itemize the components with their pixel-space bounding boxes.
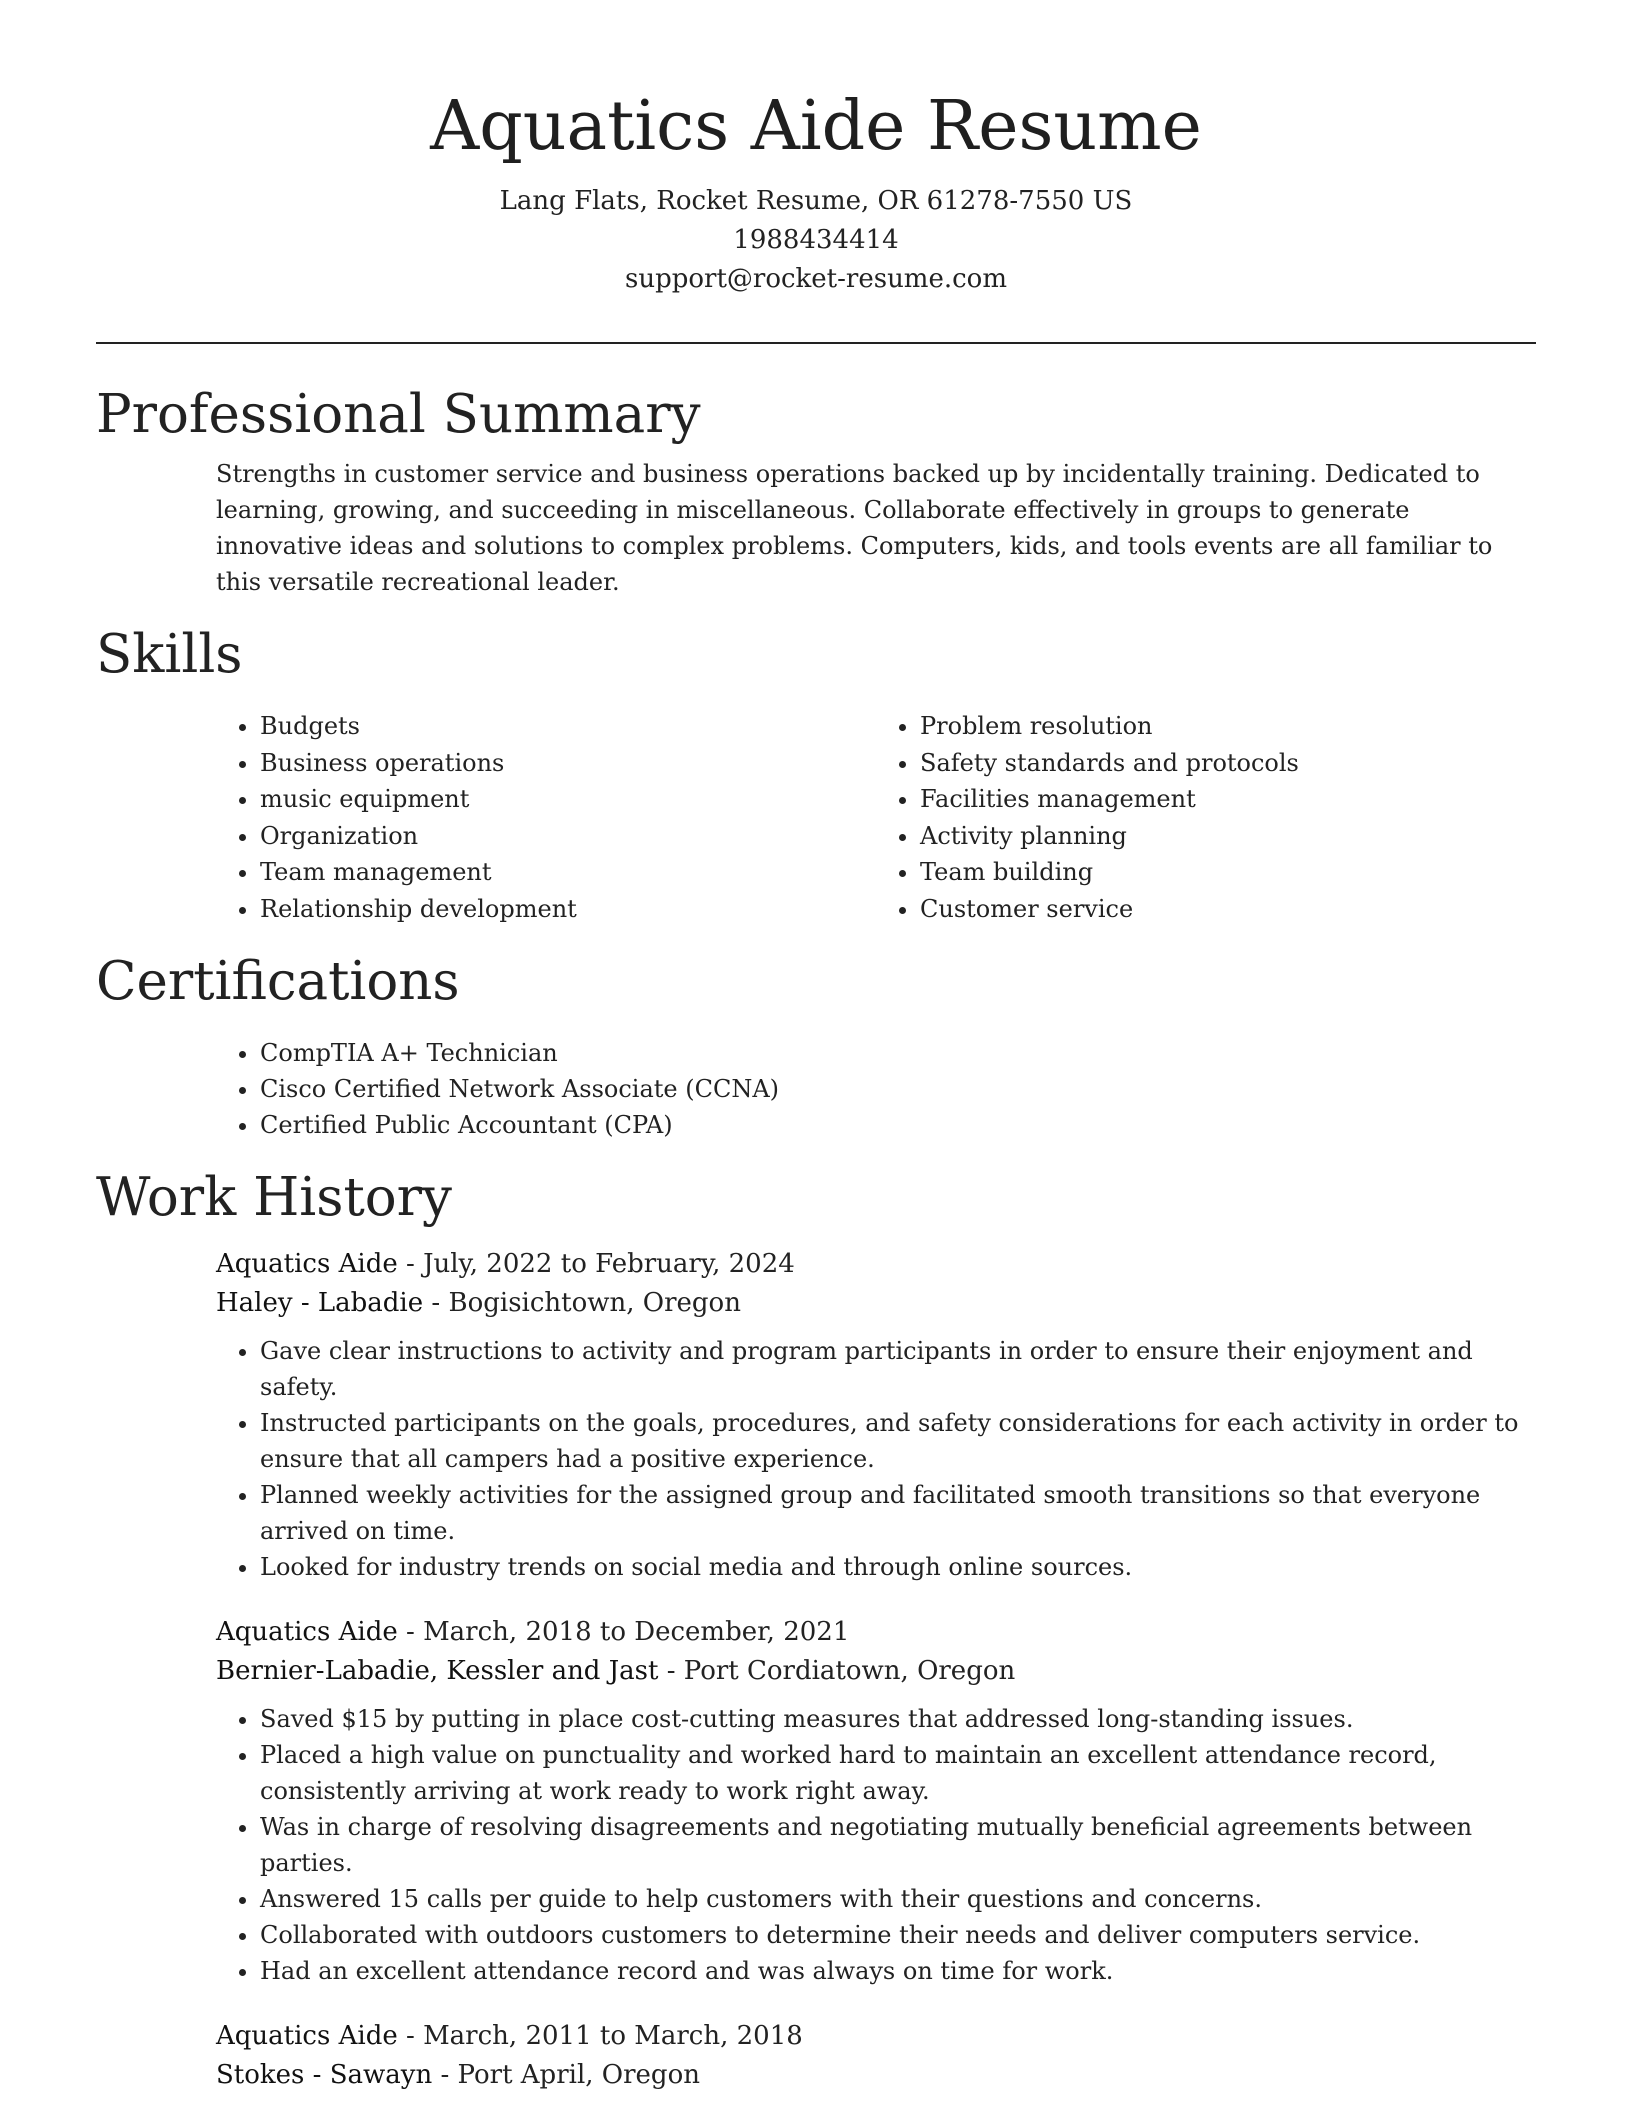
skill-item: • Organization [260, 818, 876, 855]
job-bullet: • Planned weekly activities for the assigned group and facilitated smooth transitions so that everyone arrived on time. [260, 1477, 1536, 1549]
job-bullet: • Collaborated with outdoors customers to determine their needs and deliver computers service. [260, 1917, 1536, 1953]
email-text: support@rocket-resume.com [624, 264, 1007, 294]
skill-item: • music equipment [260, 781, 876, 818]
skill-item: • Customer service [920, 891, 1536, 928]
skill-item: • Problem resolution [920, 708, 1536, 745]
skills-columns [216, 708, 1536, 927]
job-dates: July, 2022 to February, 2024 [423, 1249, 795, 1279]
job-bullet: • Saved $15 by putting in place cost-cutting measures that addressed long-standing issues. [260, 1701, 1536, 1737]
skills-list-left [216, 708, 876, 927]
certification-item: • Certified Public Accountant (CPA) [260, 1107, 1536, 1143]
job-bullet: • Gave clear instructions to activity and program participants in order to ensure their enjoyment and safety. [260, 1333, 1536, 1405]
skills-section [96, 620, 1536, 927]
job-title-line: Aquatics Aide - July, 2022 to February, 2024 [216, 1249, 795, 1279]
certification-item: • Cisco Certified Network Associate (CCNA) [260, 1071, 1536, 1107]
job-company-line: Stokes - Sawayn - Port April, Oregon [216, 2060, 700, 2090]
job-bullet: • Was in charge of resolving disagreements and negotiating mutually beneficial agreements between parties. [260, 1809, 1536, 1881]
skill-item: • Budgets [260, 708, 876, 745]
resume-body [96, 380, 1536, 2095]
certification-item: • CompTIA A+ Technician [260, 1035, 1536, 1071]
skill-item: • Facilities management [920, 781, 1536, 818]
job-entry [216, 1245, 1536, 1585]
contact-block [0, 182, 1632, 299]
header-divider [96, 342, 1536, 344]
job-bullet: • Placed a high value on punctuality and worked hard to maintain an excellent attendance record, consistently arriving at work ready to work right away. [260, 1737, 1536, 1809]
job-title: Aquatics Aide [216, 1249, 398, 1279]
job-company: Haley - Labadie [216, 1288, 424, 1318]
skill-item: • Safety standards and protocols [920, 745, 1536, 782]
address-text: Lang Flats, Rocket Resume, OR 61278-7550 US [499, 186, 1133, 216]
job-bullet: • Answered 15 calls per guide to help customers with their questions and concerns. [260, 1881, 1536, 1917]
job-title: Aquatics Aide [216, 1617, 398, 1647]
skill-item: • Activity planning [920, 818, 1536, 855]
job-location: Port Cordiatown, Oregon [683, 1656, 1016, 1686]
job-company: Bernier-Labadie, Kessler and Jast [216, 1656, 659, 1686]
summary-section [96, 380, 1536, 600]
summary-text: Strengths in customer service and business operations backed up by incidentally training. Dedicated to learning, growing, and succeeding in miscellaneous. Collaborate effectively in groups to generate innovative ideas and solutions to complex problems. Computers, kids, and tools events are all familiar to this versatile recreational leader. [216, 460, 1493, 596]
summary-heading: Professional Summary [96, 384, 701, 445]
job-company-line: Haley - Labadie - Bogisichtown, Oregon [216, 1288, 741, 1318]
job-entry [216, 2017, 1536, 2095]
job-bullet: • Looked for industry trends on social media and through online sources. [260, 1549, 1536, 1585]
resume-header [0, 0, 1632, 299]
job-dates: March, 2018 to December, 2021 [423, 1617, 850, 1647]
certifications-heading: Certifications [96, 951, 460, 1012]
job-title-line: Aquatics Aide - March, 2011 to March, 2018 [216, 2021, 803, 2051]
job-dates: March, 2011 to March, 2018 [423, 2021, 803, 2051]
job-entry [216, 1613, 1536, 1989]
job-bullet: • Instructed participants on the goals, procedures, and safety considerations for each activity in order to ensure that all campers had a positive experience. [260, 1405, 1536, 1477]
work-history-section [96, 1163, 1536, 2095]
job-bullet: • Had an excellent attendance record and was always on time for work. [260, 1953, 1536, 1989]
job-title: Aquatics Aide [216, 2021, 398, 2051]
job-location: Bogisichtown, Oregon [448, 1288, 741, 1318]
job-title-line: Aquatics Aide - March, 2018 to December, 2021 [216, 1617, 850, 1647]
skill-item: • Relationship development [260, 891, 876, 928]
work-history-heading: Work History [96, 1167, 452, 1228]
job-bullets [216, 1333, 1536, 1585]
skill-item: • Business operations [260, 745, 876, 782]
certifications-list [216, 1035, 1536, 1143]
phone-text: 1988434414 [733, 225, 899, 255]
skill-item: • Team management [260, 854, 876, 891]
resume-title: Aquatics Aide Resume [430, 87, 1202, 166]
skill-item: • Team building [920, 854, 1536, 891]
skills-list-right [876, 708, 1536, 927]
certifications-section [96, 947, 1536, 1143]
job-location: Port April, Oregon [457, 2060, 700, 2090]
job-company: Stokes - Sawayn [216, 2060, 433, 2090]
job-bullets [216, 1701, 1536, 1989]
skills-heading: Skills [96, 624, 243, 685]
job-company-line: Bernier-Labadie, Kessler and Jast - Port Cordiatown, Oregon [216, 1656, 1016, 1686]
